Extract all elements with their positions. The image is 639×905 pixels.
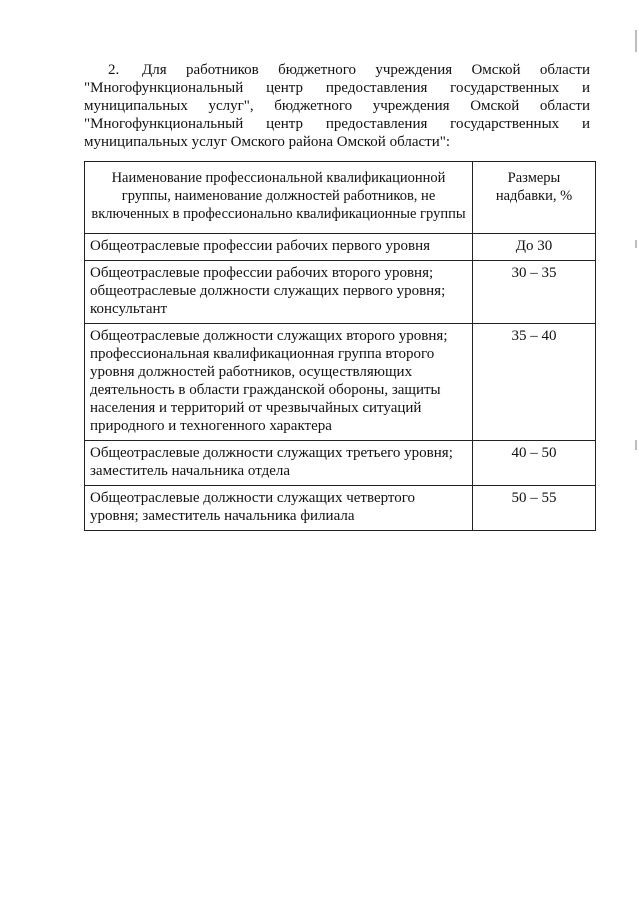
table-row bbox=[85, 486, 596, 531]
row-name-cell: Общеотраслевые должности служащих второго уровня; профессиональная квалификационная группа второго уровня должностей работников, осуществляющих деятельность в области гражданской обороны, защиты населения и территорий от чрезвычайных ситуаций природного и техногенного характера bbox=[85, 324, 473, 441]
header-name-cell: Наименование профессиональной квалификационной группы, наименование должностей работников, не включенных в профессионально квалификационные группы bbox=[85, 162, 473, 234]
table-header-row bbox=[85, 162, 596, 234]
intro-paragraph bbox=[84, 61, 590, 151]
allowance-table bbox=[84, 161, 596, 531]
row-name-cell: Общеотраслевые должности служащих четвертого уровня; заместитель начальника филиала bbox=[85, 486, 473, 531]
table-row bbox=[85, 441, 596, 486]
table-row bbox=[85, 261, 596, 324]
intro-text: Для работников бюджетного учреждения Омской области "Многофункциональный центр предоставления государственных и муниципальных услуг", бюджетного учреждения Омской области "Многофункциональный центр предоставления государственных и муниципальных услуг Омского района Омской области": bbox=[84, 62, 590, 150]
row-name-cell: Общеотраслевые профессии рабочих первого уровня bbox=[85, 234, 473, 261]
row-name-cell: Общеотраслевые должности служащих третьего уровня; заместитель начальника отдела bbox=[85, 441, 473, 486]
scan-artifact bbox=[635, 30, 637, 52]
row-value-cell: 40 – 50 bbox=[473, 441, 596, 486]
scan-artifact bbox=[635, 440, 637, 450]
table-row bbox=[85, 234, 596, 261]
header-value-cell: Размеры надбавки, % bbox=[473, 162, 596, 234]
row-value-cell: 30 – 35 bbox=[473, 261, 596, 324]
scan-artifact bbox=[635, 240, 637, 248]
row-value-cell: До 30 bbox=[473, 234, 596, 261]
paragraph-number: 2. bbox=[108, 62, 120, 78]
row-value-cell: 50 – 55 bbox=[473, 486, 596, 531]
row-name-cell: Общеотраслевые профессии рабочих второго уровня; общеотраслевые должности служащих первого уровня; консультант bbox=[85, 261, 473, 324]
row-value-cell: 35 – 40 bbox=[473, 324, 596, 441]
table-row bbox=[85, 324, 596, 441]
